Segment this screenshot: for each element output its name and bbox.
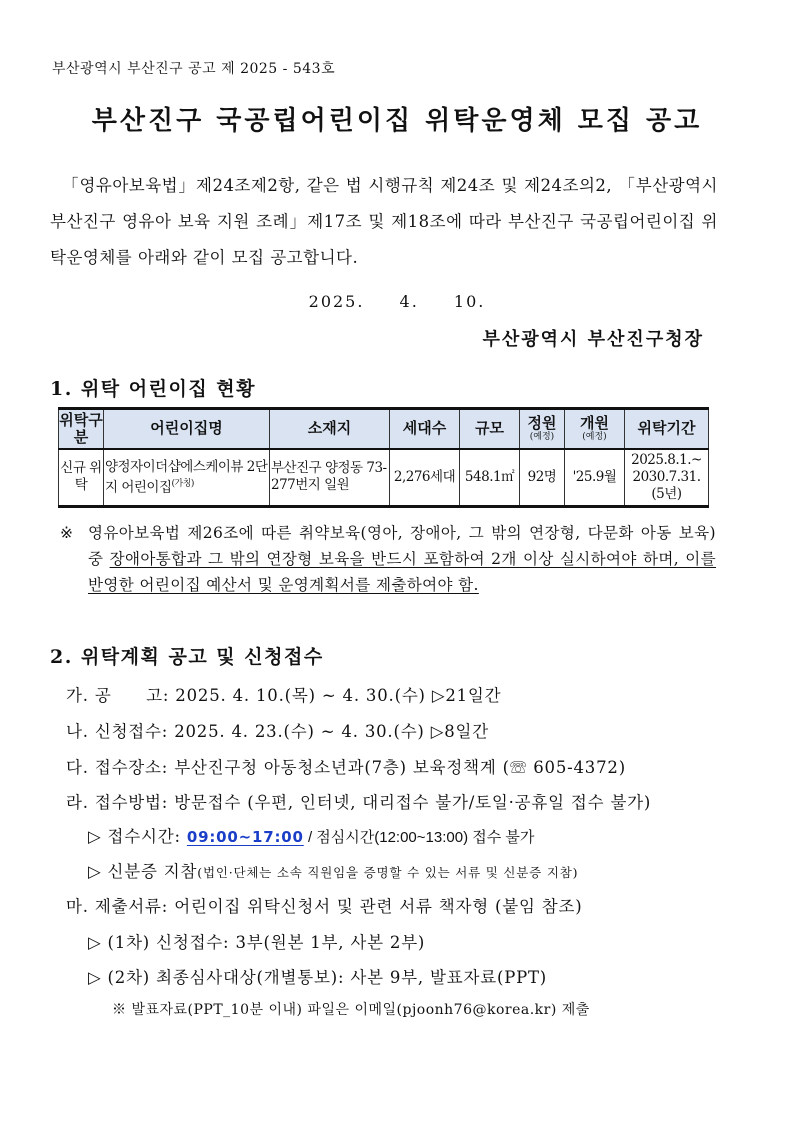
vulnerable-care-note [60,520,716,598]
id-required-label: ▷ 신분증 지참 [88,862,198,881]
id-required [88,858,578,882]
header-capacity-label: 정원 [527,414,557,433]
note-text [88,520,716,598]
date-year: 2025. [308,292,365,311]
page-title: 부산진구 국공립어린이집 위탁운영체 모집 공고 [91,106,703,136]
section2-heading: 2. 위탁계획 공고 및 신청접수 [50,646,324,668]
note-mark: ※ [60,524,74,542]
cell-type: 신규 위탁 [59,449,104,507]
header-size: 규모 [460,409,520,449]
cell-name-text: 양정자이더샵에스케이뷰 2단지 어린이집 [105,458,268,495]
cell-period: 2025.8.1.~ 2030.7.31. (5년) [625,449,709,507]
second-round-submission: ▷ (2차) 최종심사대상(개별통보): 사본 9부, 발표자료(PPT) [88,968,548,987]
note-plain-text: 영유아보육법 제26조에 따른 취약보육(영아, 장애아, 그 밖의 연장형, 다문화 아동 보육) 중 [88,524,716,568]
item-announcement-period: 가. 공 고: 2025. 4. 10.(목) ~ 4. 30.(수) ▷21일간 [66,686,502,705]
reception-hours-label: ▷ 접수시간: [88,827,187,846]
ppt-email-note: ※ 발표자료(PPT_10분 이내) 파일은 이메일(pjoonh76@korea.kr) 제출 [112,1002,590,1018]
document-number: 부산광역시 부산진구 공고 제 2025 - 543호 [52,61,336,77]
first-round-submission: ▷ (1차) 신청접수: 3부(원본 1부, 사본 2부) [88,933,426,952]
announcement-date [0,292,794,311]
header-location: 소재지 [270,409,390,449]
item-application-period: 나. 신청접수: 2025. 4. 23.(수) ~ 4. 30.(수) ▷8일간 [66,722,489,741]
section1-heading: 1. 위탁 어린이집 현황 [50,378,257,400]
intro-paragraph: 「영유아보육법」제24조제2항, 같은 법 시행규칙 제24조 및 제24조의2, 「부산광역시 부산진구 영유아 보육 지원 조례」제17조 및 제18조에 따라 부산진구 국공립어린이집 위탁운영체를 아래와 같이 모집 공고합니다. [50,176,718,267]
signer: 부산광역시 부산진구청장 [482,329,704,350]
header-period: 위탁기간 [625,409,709,449]
cell-name-note: (가칭) [171,478,194,489]
cell-opening: '25.9월 [565,449,625,507]
daycare-status-table [58,407,709,508]
item-required-documents: 마. 제출서류: 어린이집 위탁신청서 및 관련 서류 책자형 (붙임 참조) [66,897,583,916]
reception-hours [88,823,534,847]
table-header-row [59,409,709,449]
cell-size: 548.1㎡ [460,449,520,507]
header-opening [565,409,625,449]
header-capacity-note: (예정) [529,432,555,443]
header-opening-label: 개원 [580,414,609,433]
cell-households: 2,276세대 [390,449,460,507]
table-row [59,449,709,507]
header-capacity [520,409,565,449]
header-opening-note: (예정) [582,432,607,443]
date-month: 4. [399,292,419,311]
item-application-place: 다. 접수장소: 부산진구청 아동청소년과(7층) 보육정책계 (☏ 605-4372) [66,758,626,777]
id-required-note: (법인·단체는 소속 직원임을 증명할 수 있는 서류 및 신분증 지참) [197,865,579,880]
date-day: 10. [453,292,486,311]
cell-location: 부산진구 양정동 73-277번지 일원 [270,449,390,507]
header-households: 세대수 [390,409,460,449]
reception-hours-value: 09:00~17:00 [186,828,304,846]
reception-hours-rest: / 점심시간(12:00~13:00) 접수 불가 [303,829,535,846]
note-underlined-text: 장애아통합과 그 밖의 연장형 보육을 반드시 포함하여 2개 이상 실시하여야 하며, 이를 반영한 어린이집 예산서 및 운영계획서를 제출하여야 함. [88,550,717,594]
cell-capacity: 92명 [520,449,565,507]
header-type: 위탁구분 [59,409,104,449]
cell-name [104,449,270,507]
item-application-method: 라. 접수방법: 방문접수 (우편, 인터넷, 대리접수 불가/토일·공휴일 접수 불가) [66,793,652,812]
header-name: 어린이집명 [104,409,270,449]
